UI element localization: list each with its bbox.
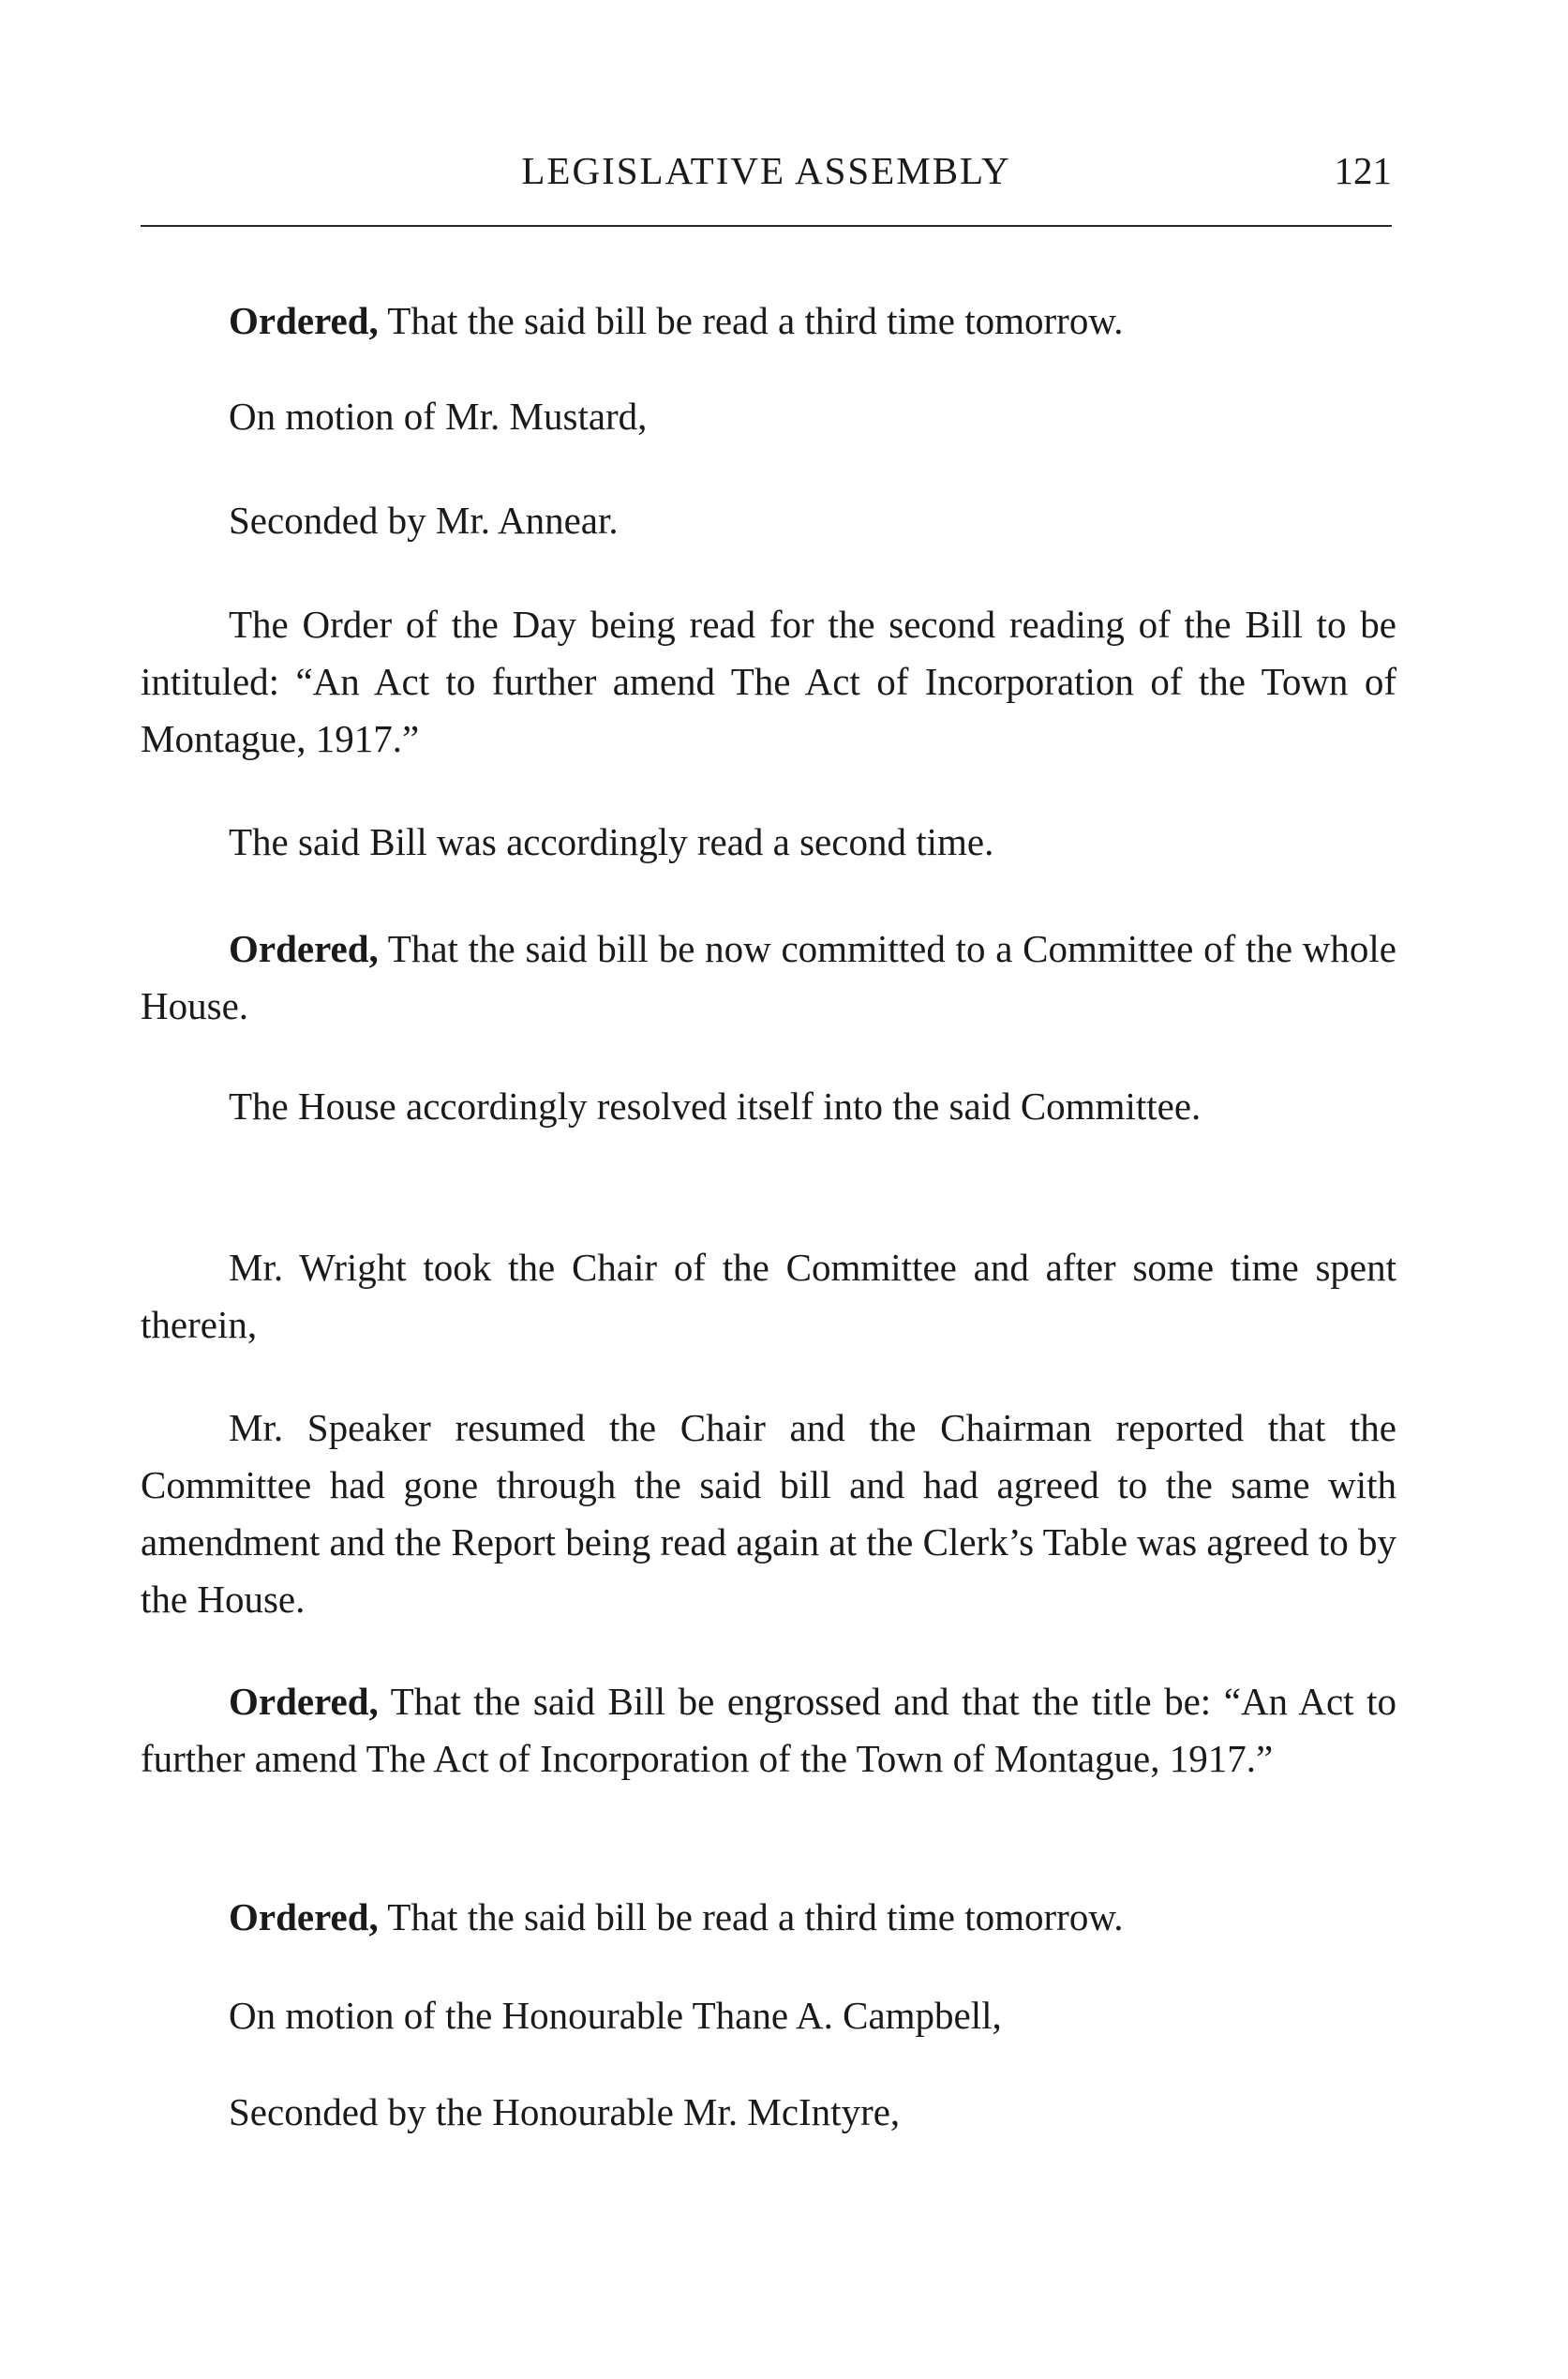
paragraph-lead: Ordered, <box>229 927 379 970</box>
paragraph-text: The said Bill was accordingly read a second time. <box>229 820 994 863</box>
paragraph-text: Seconded by the Honourable Mr. McIntyre, <box>229 2090 901 2133</box>
paragraph-text: That the said Bill be engrossed and that the title be: “An Act to further amend The Act of Incorporation of the Town of Montague, 1917.” <box>141 1680 1396 1780</box>
paragraph-order-of-day <box>141 596 1396 768</box>
running-head <box>141 148 1392 214</box>
paragraph-lead: Ordered, <box>229 299 379 342</box>
page-number: 121 <box>1334 149 1392 192</box>
paragraph-text: On motion of Mr. Mustard, <box>229 395 648 438</box>
paragraph-ordered-third-reading <box>141 292 1396 350</box>
paragraph-seconded-mcintyre <box>141 2084 1396 2141</box>
paragraph-text: The House accordingly resolved itself into the said Committee. <box>229 1085 1202 1128</box>
paragraph-text: That the said bill be read a third time tomorrow. <box>378 299 1124 342</box>
paragraph-seconded <box>141 492 1396 549</box>
paragraph-speaker-resumed <box>141 1399 1396 1628</box>
paragraph-ordered-third-reading-2 <box>141 1889 1396 1946</box>
paragraph-motion <box>141 388 1396 445</box>
header-rule <box>141 225 1392 227</box>
paragraph-ordered-engrossed <box>141 1673 1396 1788</box>
paragraph-house-resolved <box>141 1078 1396 1135</box>
paragraph-motion-campbell <box>141 1987 1396 2044</box>
paragraph-chair-taken <box>141 1239 1396 1354</box>
paragraph-lead: Ordered, <box>229 1680 379 1723</box>
paragraph-text: Mr. Wright took the Chair of the Committee and after some time spent therein, <box>141 1246 1396 1346</box>
paragraph-text: The Order of the Day being read for the second reading of the Bill to be intituled: “An Act to further amend The Act of Incorporation of the Town of Montague, 1917.” <box>141 603 1396 760</box>
paragraph-text: That the said bill be now committed to a Committee of the whole House. <box>141 927 1396 1027</box>
paragraph-text: On motion of the Honourable Thane A. Campbell, <box>229 1994 1002 2037</box>
paragraph-text: Seconded by Mr. Annear. <box>229 499 619 542</box>
paragraph-text: Mr. Speaker resumed the Chair and the Chairman reported that the Committee had gone through the said bill and had agreed to the same with amendment and the Report being read again at the Clerk’s Table was agreed to by the House. <box>141 1406 1396 1621</box>
paragraph-second-reading <box>141 814 1396 871</box>
paragraph-ordered-committed <box>141 920 1396 1035</box>
paragraph-text: That the said bill be read a third time tomorrow. <box>378 1895 1124 1938</box>
running-head-title: LEGISLATIVE ASSEMBLY <box>521 149 1011 192</box>
paragraph-lead: Ordered, <box>229 1895 379 1938</box>
